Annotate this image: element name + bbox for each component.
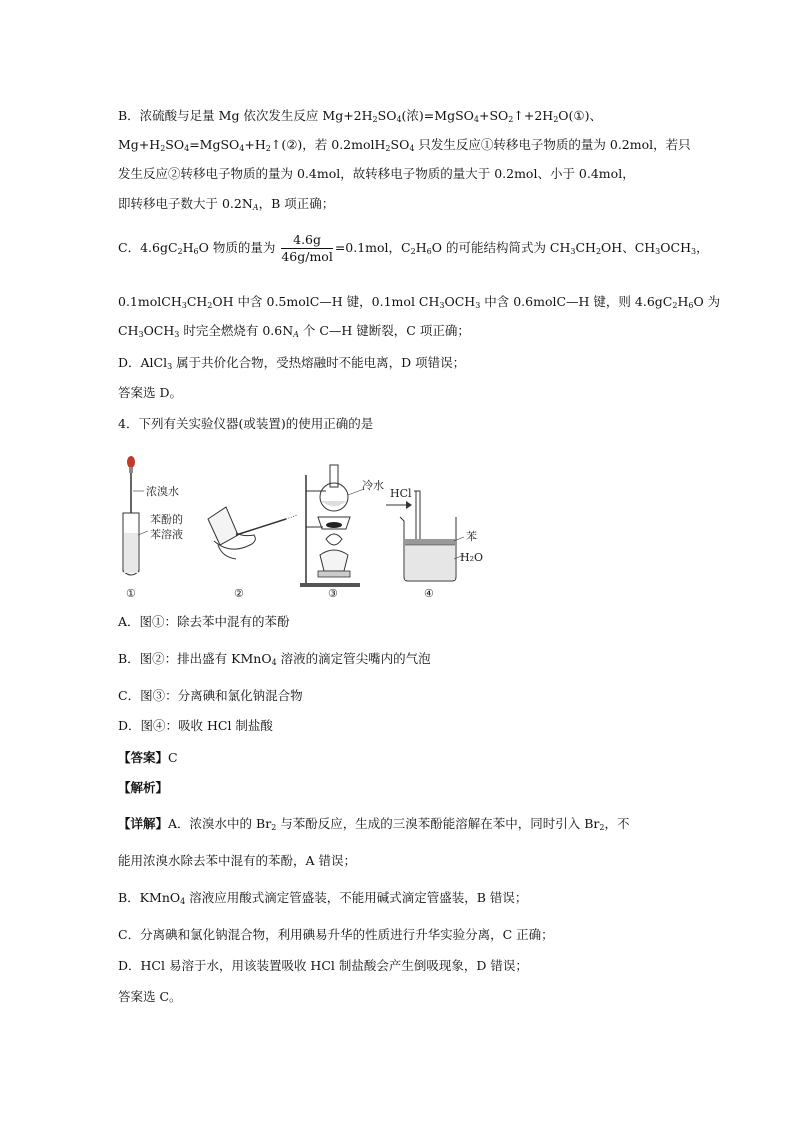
option-a: A．图①：除去苯中混有的苯酚: [118, 614, 290, 629]
explanation-line: 能用浓溴水除去苯中混有的苯酚，A 错误；: [118, 853, 357, 868]
option-d: D．图④：吸收 HCl 制盐酸: [118, 718, 273, 733]
figure-1: [123, 456, 183, 600]
svg-text:②: ②: [234, 587, 244, 600]
text-line: D．AlCl$_3$ 属于共价化合物，受热熔融时不能电离，D 项错误；: [118, 355, 466, 371]
analysis-tag: 【解析】: [118, 780, 169, 795]
svg-text:H₂O: H₂O: [460, 551, 484, 564]
explanation-line: C．分离碘和氯化钠混合物，利用碘易升华的性质进行升华实验分离，C 正确；: [118, 927, 554, 942]
option-c: C．图③：分离碘和氯化钠混合物: [118, 688, 303, 703]
svg-text:苯酚的: 苯酚的: [150, 513, 183, 526]
text-line: $Mg+H_2SO_4=MgSO_4+H_2↑(②)$，若 $0.2molH_2SO_4$ 只发生反应①转移电子物质的量为 0.2mol，若只: [118, 137, 691, 153]
svg-text:HCl: HCl: [390, 487, 412, 500]
apparatus-figure: [118, 455, 558, 605]
svg-text:④: ④: [424, 587, 434, 600]
answer-line: 答案选 D。: [118, 385, 182, 400]
text-line: $CH_3OCH_3$ 时完全燃烧有 $0.6N_A$ 个 C—H 键断裂，C 项正确；: [118, 323, 470, 339]
figure-4: [386, 487, 483, 600]
text-line: $0.1molCH_3CH_2OH$ 中含 0.5molC—H 键，0.1mol $CH_3OCH_3$ 中含 0.6molC—H 键，则 $4.6gC_2H_6O$ 为: [118, 294, 721, 310]
text-line: C．$4.6gC_2H_6O$ 物质的量为 $\frac{4.6g}{\text{46g/mol}}$ =0.1mol，$C_2H_6O$ 的可能结构简式为 $CH_3CH_2OH$、$CH_3OCH_3$，: [118, 232, 709, 264]
fraction: $\frac{4.6g}{\text{46g/mol}}$: [281, 232, 333, 264]
text-line: 发生反应②转移电子物质的量为 0.4mol，故转移电子物质的量大于 0.2mol、小于 0.4mol，: [118, 166, 635, 181]
figure-3: [300, 465, 384, 600]
svg-text:苯溶液: 苯溶液: [150, 528, 183, 541]
svg-text:①: ①: [126, 587, 136, 600]
svg-text:③: ③: [328, 587, 338, 600]
explanation-line: 【详解】A．浓溴水中的 $Br_2$ 与苯酚反应，生成的三溴苯酚能溶解在苯中，同时引入 $Br_2$，不: [118, 816, 630, 832]
text-line: 即转移电子数大于 $0.2N_A$，B 项正确；: [118, 196, 335, 212]
svg-text:浓溴水: 浓溴水: [146, 485, 179, 498]
option-b: B．图②：排出盛有 KMnO$_4$ 溶液的滴定管尖嘴内的气泡: [118, 651, 431, 667]
answer-tag-line: 【答案】C: [118, 750, 178, 765]
svg-text:冷水: 冷水: [362, 479, 384, 492]
explanation-line: B．KMnO$_4$ 溶液应用酸式滴定管盛装，不能用碱式滴定管盛装，B 错误；: [118, 890, 528, 906]
text-line: B．浓硫酸与足量 Mg 依次发生反应 $Mg+2H_2SO_4$(浓)$=MgSO_4+SO_2↑+2H_2O(①)$、: [118, 108, 602, 124]
question-stem: 4．下列有关实验仪器(或装置)的使用正确的是: [118, 416, 374, 431]
svg-text:苯: 苯: [466, 530, 477, 543]
answer-line: 答案选 C。: [118, 989, 182, 1004]
figure-2: [208, 507, 298, 600]
explanation-line: D．HCl 易溶于水，用该装置吸收 HCl 制盐酸会产生倒吸现象，D 错误；: [118, 958, 528, 973]
